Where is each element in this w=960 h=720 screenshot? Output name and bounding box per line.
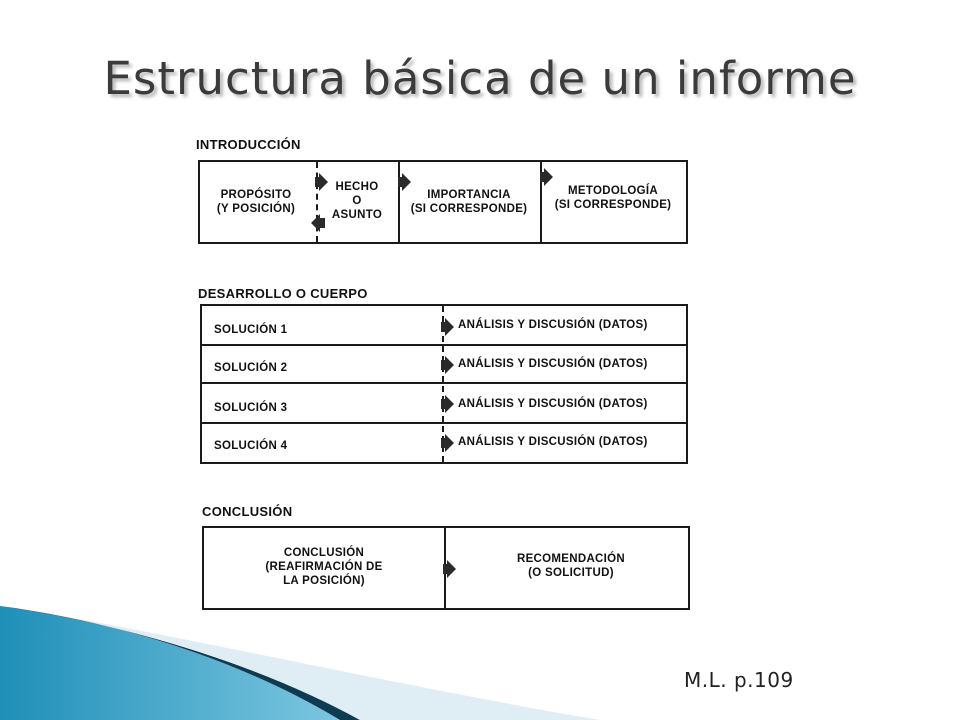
- cell-importancia: IMPORTANCIA (SI CORRESPONDE): [410, 189, 528, 215]
- cell-metodologia: METODOLOGÍA (SI CORRESPONDE): [554, 185, 672, 211]
- introduccion-box: [198, 160, 688, 244]
- section-label-desarrollo: DESARROLLO O CUERPO: [198, 286, 368, 301]
- arrow-right-icon: [445, 356, 454, 374]
- solution-label: SOLUCIÓN 2: [214, 362, 288, 374]
- solution-label: SOLUCIÓN 4: [214, 440, 288, 452]
- cell-conclusion: CONCLUSIÓN (REAFIRMACIÓN DE LA POSICIÓN): [265, 547, 383, 587]
- conclusion-box: [202, 526, 690, 610]
- cell-proposito: PROPÓSITO (Y POSICIÓN): [216, 189, 296, 215]
- section-label-introduccion: INTRODUCCIÓN: [196, 137, 301, 152]
- analysis-label: ANÁLISIS Y DISCUSIÓN (DATOS): [458, 398, 648, 410]
- section-label-conclusion: CONCLUSIÓN: [202, 504, 293, 519]
- solution-label: SOLUCIÓN 3: [214, 402, 288, 414]
- analysis-label: ANÁLISIS Y DISCUSIÓN (DATOS): [458, 319, 648, 331]
- analysis-label: ANÁLISIS Y DISCUSIÓN (DATOS): [458, 358, 648, 370]
- arrow-right-icon: [445, 318, 454, 336]
- analysis-label: ANÁLISIS Y DISCUSIÓN (DATOS): [458, 436, 648, 448]
- arrow-right-icon: [445, 434, 454, 452]
- cell-hecho: HECHO O ASUNTO: [331, 181, 383, 221]
- cell-recomendacion: RECOMENDACIÓN (O SOLICITUD): [516, 553, 626, 579]
- page-title: Estructura básica de un informe: [103, 52, 857, 105]
- desarrollo-box: [200, 304, 688, 464]
- source-credit: M.L. p.109: [684, 668, 794, 692]
- solution-label: SOLUCIÓN 1: [214, 324, 288, 336]
- arrow-right-icon: [445, 395, 454, 413]
